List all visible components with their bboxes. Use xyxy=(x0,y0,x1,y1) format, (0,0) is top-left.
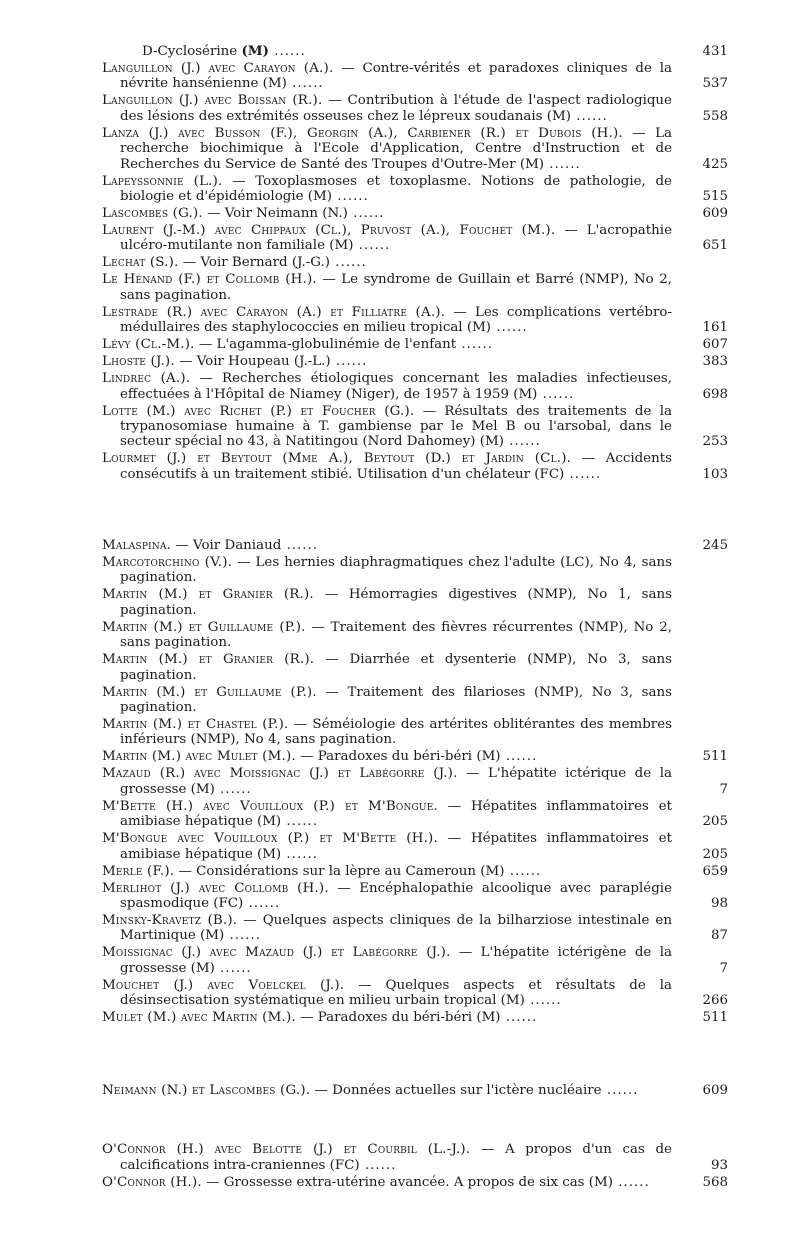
leader-dots: ...... xyxy=(353,238,391,254)
entry-title: — Le syndrome de Guillain et Barré (NMP), No 2, sans pagination. xyxy=(120,272,672,303)
leader-dots: ...... xyxy=(491,320,528,336)
page-number: 511 xyxy=(702,749,728,765)
leader-dots: ...... xyxy=(544,156,581,172)
entry-title: — Hépatites inflammatoires et amibiase hépatique (M) xyxy=(120,831,672,862)
index-entry xyxy=(102,93,728,124)
entry-title: — Encéphalopathie alcoolique avec paraplégie spasmodique (FC) xyxy=(120,880,672,911)
leader-dots: ...... xyxy=(281,846,318,862)
entry-title: — Contribution à l'étude de l'aspect radiologique des lésions des extrémités osseuses chez le lépreux soudanais (M) xyxy=(120,93,672,124)
leader-dots: ...... xyxy=(503,434,541,450)
leader-dots: ...... xyxy=(329,255,367,271)
index-page xyxy=(102,44,728,1192)
page-number: 511 xyxy=(702,1010,728,1026)
page-number: 537 xyxy=(702,76,728,92)
entry-author: Martin (M.) et Granier (R.). xyxy=(102,587,314,603)
leader-dots: ...... xyxy=(281,814,318,830)
index-entry xyxy=(102,881,728,912)
entry-title: — L'acropathie ulcéro-mutilante non familiale (M) xyxy=(120,223,672,254)
leader-dots: ...... xyxy=(214,960,252,976)
page-number: 98 xyxy=(710,895,728,911)
index-entry xyxy=(102,337,728,352)
index-entry xyxy=(102,620,728,651)
entry-author: Languillon (J.) avec Carayon (A.). xyxy=(102,61,334,76)
page-number: 609 xyxy=(702,206,728,222)
entry-title: — Toxoplasmoses et toxoplasme. Notions de pathologie, de biologie et d'épidémiologie (M) xyxy=(120,173,672,205)
leader-dots: ...... xyxy=(456,337,493,353)
entry-title: — Quelques aspects et résultats de la désinsectisation systématique en milieu urbain tropical (M) xyxy=(120,977,672,1009)
entry-title: — Voir Houpeau (J.-L.) xyxy=(179,354,331,370)
entry-title: — Contre-vérités et paradoxes cliniques de la névrite hansénienne (M) xyxy=(120,61,672,92)
page-number: 93 xyxy=(710,1157,728,1173)
entry-author: Lapeyssonnie (L.). xyxy=(102,173,223,189)
index-entry xyxy=(102,749,728,764)
page-number: 651 xyxy=(702,238,728,254)
entry-title: — Hépatites inflammatoires et amibiase hépatique (M) xyxy=(120,798,672,830)
entry-author: O'Connor (H.). xyxy=(102,1174,202,1190)
entry-author: Martin (M.) et Guillaume (P.). xyxy=(102,684,317,700)
index-entry xyxy=(102,978,728,1009)
index-entry xyxy=(102,1010,728,1025)
leader-dots: ...... xyxy=(347,206,385,222)
entry-author: Lanza (J.) avec Busson (F.), Georgin (A.), Carbiener (R.) et Dubois (H.). xyxy=(102,125,623,141)
entry-title: — Quelques aspects cliniques de la bilharziose intestinale en Martinique (M) xyxy=(120,912,672,944)
entry-author: Mulet (M.) avec Martin (M.). xyxy=(102,1010,296,1026)
entry-title: — Accidents consécutifs à un traitement stibié. Utilisation d'un chélateur (FC) xyxy=(120,451,672,482)
page-number: 205 xyxy=(702,846,728,862)
entry-author: M'Bette (H.) avec Vouilloux (P.) et M'Bongue. xyxy=(102,798,438,814)
index-section-l xyxy=(102,44,728,482)
entry-title: — La recherche biochimique à l'Ecole d'Application, Centre d'Instruction et de Recherches du Service de Santé des Troupes d'Outre-Mer (M) xyxy=(120,125,672,172)
entry-title: — Résultats des traitements de la trypanosomiase humaine à T. gambiense par le Mel B ou l'arsobal, dans le secteur spécial no 43, à Natitingou (Nord Dahomey) (M) xyxy=(120,403,672,450)
page-number: 698 xyxy=(702,386,728,402)
entry-title: — Diarrhée et dysenterie (NMP), No 3, sans pagination. xyxy=(120,652,672,683)
entry-title: — Grossesse extra-utérine avancée. A propos de six cas (M) xyxy=(206,1174,613,1190)
entry-author: Martin (M.) et Guillaume (P.). xyxy=(102,619,306,635)
index-section-o xyxy=(102,1142,728,1190)
index-entry xyxy=(102,354,728,369)
page-number: 515 xyxy=(702,189,728,205)
leader-dots: ...... xyxy=(330,354,368,370)
index-entry xyxy=(102,255,728,270)
entry-author: Le Hénand (F.) et Collomb (H.). xyxy=(102,272,317,288)
leader-dots: ...... xyxy=(500,1010,538,1026)
index-entry xyxy=(102,799,728,830)
page-number: 558 xyxy=(702,108,728,124)
entry-author: Lestrade (R.) avec Carayon (A.) et Filliatre (A.). xyxy=(102,304,446,320)
index-entry xyxy=(102,305,728,336)
index-entry xyxy=(102,652,728,683)
entry-title: — Voir Bernard (J.-G.) xyxy=(182,255,330,271)
leader-dots: ...... xyxy=(359,1157,397,1173)
page-number: 7 xyxy=(719,960,728,976)
index-entry xyxy=(102,1142,728,1173)
page-number: 87 xyxy=(710,928,728,944)
index-entry xyxy=(102,223,728,254)
index-entry xyxy=(102,1083,728,1098)
entry-author: O'Connor (H.) avec Belotte (J.) et Courbil (L.-J.). xyxy=(102,1142,471,1158)
page-number: 425 xyxy=(702,156,728,172)
entry-author: Minsky-Kravetz (B.). xyxy=(102,912,238,928)
leader-dots: ...... xyxy=(570,108,608,124)
index-entry xyxy=(102,44,728,59)
entry-author: Martin (M.) et Chastel (P.). xyxy=(102,716,289,732)
page-number: 161 xyxy=(702,320,728,336)
index-entry xyxy=(102,831,728,862)
leader-dots: ...... xyxy=(286,76,324,92)
leader-dots: ...... xyxy=(601,1083,639,1099)
entry-title: — Les complications vertébro-médullaires des staphylococcies en milieu tropical (M) xyxy=(120,304,672,336)
index-entry xyxy=(102,174,728,205)
page-number: 7 xyxy=(719,781,728,797)
page-number: 431 xyxy=(702,44,728,59)
index-entry xyxy=(102,371,728,402)
entry-author: M'Bongue avec Vouilloux (P.) et M'Bette (H.). xyxy=(102,831,438,847)
entry-title: — Recherches étiologiques concernant les maladies infectieuses, effectuées à l'Hôpital de Niamey (Niger), de 1957 à 1959 (M) xyxy=(120,371,673,402)
entry-author: Martin (M.) avec Mulet (M.). xyxy=(102,749,296,765)
leader-dots: ...... xyxy=(281,537,319,553)
leader-dots: ...... xyxy=(524,993,562,1009)
entry-title: — Traitement des fièvres récurrentes (NMP), No 2, sans pagination. xyxy=(120,619,672,651)
entry-author: Merlihot (J.) avec Collomb (H.). xyxy=(102,880,329,896)
entry-author: Mouchet (J.) avec Voelckel (J.). xyxy=(102,977,345,993)
index-entry xyxy=(102,717,728,748)
entry-title: — L'agamma-globulinémie de l'enfant xyxy=(198,337,457,353)
index-entry xyxy=(102,61,728,92)
index-entry xyxy=(102,913,728,944)
index-entry xyxy=(102,555,728,586)
index-entry xyxy=(102,272,728,303)
leader-dots: ...... xyxy=(612,1174,650,1190)
index-entry xyxy=(102,404,728,450)
entry-author: Malaspina. xyxy=(102,537,172,553)
entry-title: — Voir Neimann (N.) xyxy=(207,206,348,222)
entry-author: Lévy (Cl.-M.). xyxy=(102,337,195,353)
entry-author: Mazaud (R.) avec Moissignac (J.) et Labégorre (J.). xyxy=(102,766,458,782)
index-entry xyxy=(102,206,728,221)
index-entry xyxy=(102,451,728,482)
entry-title: — Traitement des filarioses (NMP), No 3, sans pagination. xyxy=(120,684,672,715)
entry-author: Laurent (J.-M.) avec Chippaux (Cl.), Pruvost (A.), Fouchet (M.). xyxy=(102,223,556,239)
leader-dots: ...... xyxy=(268,44,306,59)
page-number: 245 xyxy=(702,537,728,553)
entry-title: — L'hépatite ictérique de la grossesse (M) xyxy=(120,766,672,797)
page-number: 659 xyxy=(702,863,728,879)
index-entry xyxy=(102,766,728,797)
entry-title: (M) xyxy=(241,43,269,59)
entry-author: Moissignac (J.) avec Mazaud (J.) et Labégorre (J.). xyxy=(102,945,451,961)
entry-author: Lascombes (G.). xyxy=(102,206,203,222)
page-number: 568 xyxy=(702,1174,728,1190)
entry-author: Lechat (S.). xyxy=(102,255,179,271)
entry-author: Lourmet (J.) et Beytout (Mme A.), Beytout (D.) et Jardin (Cl.). xyxy=(102,451,572,467)
entry-title: — Considérations sur la lèpre au Cameroun (M) xyxy=(178,863,505,879)
leader-dots: ...... xyxy=(500,749,538,765)
entry-author: Marcotorchino (V.). xyxy=(102,554,233,570)
entry-author: Lindrec (A.). xyxy=(102,371,191,387)
entry-title: — Paradoxes du béri-béri (M) xyxy=(300,749,501,765)
index-section-m xyxy=(102,538,728,1026)
entry-title: — Hémorragies digestives (NMP), No 1, sans pagination. xyxy=(120,587,673,618)
entry-title: — Les hernies diaphragmatiques chez l'adulte (LC), No 4, sans pagination. xyxy=(120,554,672,586)
leader-dots: ...... xyxy=(214,781,252,797)
leader-dots: ...... xyxy=(504,863,542,879)
entry-title: — A propos d'un cas de calcifications intra-craniennes (FC) xyxy=(120,1142,672,1173)
page-number: 609 xyxy=(702,1083,728,1099)
entry-author: Languillon (J.) avec Boissan (R.). xyxy=(102,93,323,109)
leader-dots: ...... xyxy=(243,895,281,911)
leader-dots: ...... xyxy=(331,189,369,205)
entry-heading: D-Cyclosérine xyxy=(142,44,238,59)
index-entry xyxy=(102,1175,728,1190)
page-number: 253 xyxy=(702,434,728,450)
page-number: 607 xyxy=(702,337,728,353)
entry-author: Lhoste (J.). xyxy=(102,354,175,370)
page-number: 205 xyxy=(702,814,728,830)
entry-author: Martin (M.) et Granier (R.). xyxy=(102,652,315,668)
page-number: 266 xyxy=(702,993,728,1009)
index-entry xyxy=(102,587,728,618)
entry-author: Neimann (N.) et Lascombes (G.). xyxy=(102,1083,311,1099)
index-section-n xyxy=(102,1083,728,1098)
index-entry xyxy=(102,945,728,976)
index-entry xyxy=(102,538,728,553)
entry-title: — Séméiologie des artérites oblitérantes des membres inférieurs (NMP), No 4, sans pagination. xyxy=(120,716,672,748)
entry-title: — Paradoxes du béri-béri (M) xyxy=(300,1010,501,1026)
index-entry xyxy=(102,685,728,716)
leader-dots: ...... xyxy=(537,386,575,402)
index-entry xyxy=(102,126,728,172)
leader-dots: ...... xyxy=(224,928,261,944)
leader-dots: ...... xyxy=(564,466,602,482)
entry-title: — L'hépatite ictérigène de la grossesse (M) xyxy=(120,945,672,976)
entry-author: Merle (F.). xyxy=(102,863,175,879)
entry-title: — Données actuelles sur l'ictère nucléaire xyxy=(314,1083,602,1099)
page-number: 103 xyxy=(702,466,728,482)
entry-title: — Voir Daniaud xyxy=(175,537,282,553)
index-entry xyxy=(102,864,728,879)
page-number: 383 xyxy=(702,354,728,370)
entry-author: Lotte (M.) avec Richet (P.) et Foucher (G.). xyxy=(102,403,415,419)
